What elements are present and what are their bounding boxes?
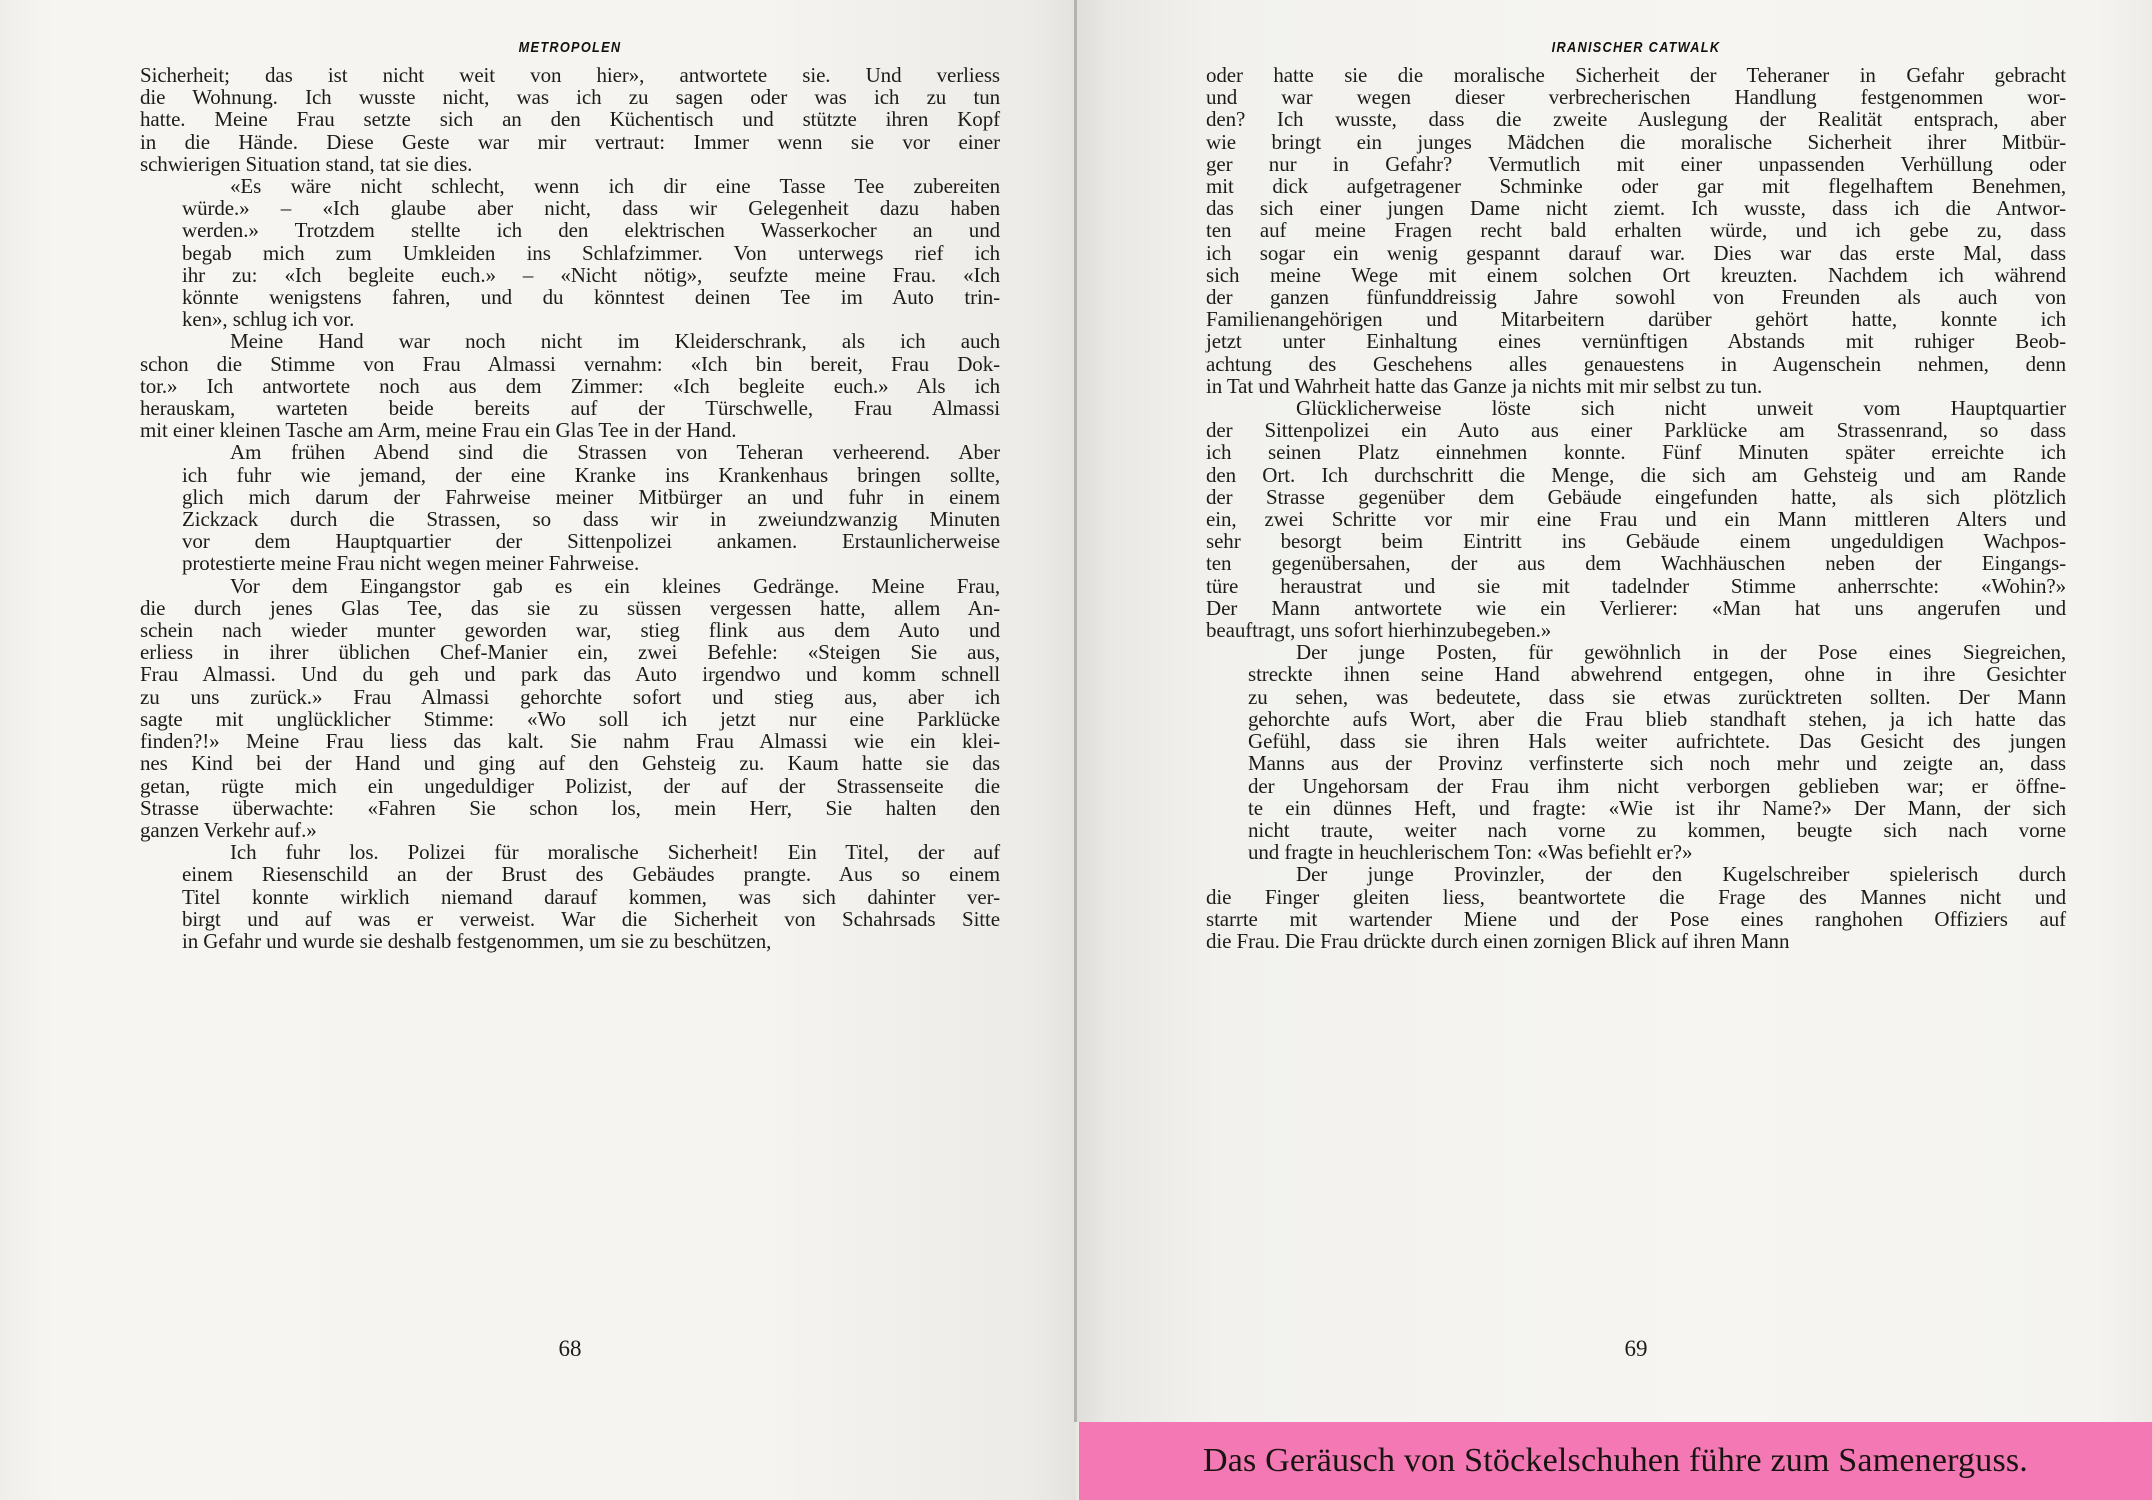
- text-line: streckte ihnen seine Hand abwehrend entgegen, ohne in ihre Gesichter: [1248, 662, 2066, 687]
- running-head-right: IRANISCHER CATWALK: [1551, 39, 1721, 56]
- text-line: jetzt unter Einhaltung eines vernünftigen Abstands mit ruhiger Beob-: [1206, 329, 2066, 354]
- text-line: die Wohnung. Ich wusste nicht, was ich zu sagen oder was ich zu tun: [140, 85, 1000, 110]
- text-line: oder hatte sie die moralische Sicherheit der Teheraner in Gefahr gebracht: [1206, 63, 2066, 87]
- text-line: in Gefahr und wurde sie deshalb festgenommen, um sie zu beschützen,: [182, 928, 772, 953]
- text-line: und war wegen dieser verbrecherischen Handlung festgenommen wor-: [1206, 85, 2066, 110]
- paragraph: [140, 575, 1000, 841]
- text-line: ken», schlug ich vor.: [182, 307, 355, 332]
- text-line: das sich einer jungen Dame nicht ziemt. Ich wusste, dass ich die Antwor-: [1206, 196, 2066, 221]
- text-line: und fragte in heuchlerischem Ton: «Was befiehlt er?»: [1248, 840, 1693, 865]
- text-line: ein, zwei Schritte vor mir eine Frau und ein Mann mittleren Alters und: [1206, 507, 2066, 532]
- paragraph: [1206, 397, 2066, 641]
- text-line: nes Kind bei der Hand und ging auf den Gehsteig zu. Kaum hatte sie das: [140, 751, 1000, 776]
- text-line: die Frau. Die Frau drückte durch einen zornigen Blick auf ihren Mann: [1206, 928, 1790, 953]
- text-line: ten auf meine Fragen recht bald erhalten würde, und ich gebe zu, dass: [1206, 218, 2066, 243]
- text-line: sehr besorgt beim Eintritt ins Gebäude einem ungeduldigen Wachpos-: [1206, 529, 2066, 554]
- text-line: Manns aus der Provinz verfinsterte sich noch mehr und zeigte an, dass: [1248, 751, 2066, 776]
- page-number-right: 69: [1624, 1336, 1648, 1361]
- text-line: den Ort. Ich durchschritt die Menge, die sich am Gehsteig und am Rande: [1206, 462, 2066, 487]
- text-line: hatte. Meine Frau setzte sich an den Küchentisch und stützte ihren Kopf: [140, 107, 1000, 132]
- text-line: schon die Stimme von Frau Almassi vernahm: «Ich bin bereit, Frau Dok-: [140, 351, 1000, 376]
- paragraph: [140, 64, 1000, 175]
- text-line: Familienangehörigen und Mitarbeitern darüber gehört hatte, konnte ich: [1206, 307, 2066, 332]
- paragraph: [182, 441, 1000, 574]
- text-line: der Strasse gegenüber dem Gebäude eingefunden hatte, als sich plötzlich: [1206, 484, 2066, 509]
- text-line: Titel konnte wirklich niemand darauf kommen, was sich dahinter ver-: [182, 884, 1000, 909]
- text-line: ich sogar ein wenig gespannt darauf war. Dies war das erste Mal, dass: [1206, 240, 2066, 265]
- text-line: ich fuhr wie jemand, der eine Kranke ins Krankenhaus bringen sollte,: [182, 462, 1000, 487]
- text-line: erliess in ihrer üblichen Chef-Manier ein, zwei Befehle: «Steigen Sie aus,: [140, 640, 1000, 665]
- text-line: mit einer kleinen Tasche am Arm, meine Frau ein Glas Tee in der Hand.: [140, 418, 737, 443]
- text-line: nicht traute, weiter nach vorne zu kommen, beugte sich nach vorne: [1248, 817, 2066, 842]
- text-line: Frau Almassi. Und du geh und park das Auto irgendwo und komm schnell: [140, 662, 1000, 687]
- paragraph: [182, 175, 1000, 330]
- text-line: die Finger gleiten liess, beantwortete die Frage des Mannes nicht und: [1206, 884, 2066, 909]
- text-line: begab mich zum Umkleiden ins Schlafzimmer. Von unterwegs rief ich: [182, 240, 1000, 265]
- page-right: [1076, 0, 2152, 1500]
- caption-banner: [1076, 1422, 2152, 1500]
- text-line: beauftragt, uns sofort hierhinzubegeben.»: [1206, 618, 1552, 643]
- text-line: Der junge Provinzler, der den Kugelschreiber spielerisch durch: [1296, 862, 2066, 887]
- caption-banner-text: Das Geräusch von Stöckelschuhen führe zum Samenerguss.: [1202, 1442, 2029, 1479]
- text-line: ger nur in Gefahr? Vermutlich mit einer unpassenden Verhüllung oder: [1206, 151, 2066, 176]
- text-line: te ein dünnes Heft, und fragte: «Wie ist ihr Name?» Der Mann, der sich: [1248, 795, 2066, 820]
- text-line: wie bringt ein junges Mädchen die moralische Sicherheit ihrer Mitbür-: [1206, 129, 2066, 154]
- text-line: in Tat und Wahrheit hatte das Ganze ja nichts mit mir selbst zu tun.: [1206, 373, 1763, 398]
- paragraph: [182, 841, 1000, 952]
- text-line: Glücklicherweise löste sich nicht unweit vom Hauptquartier: [1296, 396, 2066, 421]
- text-line: ihr zu: «Ich begleite euch.» – «Nicht nötig», seufzte meine Frau. «Ich: [182, 262, 1000, 287]
- text-line: mit dick aufgetragener Schminke oder gar mit flegelhaftem Benehmen,: [1206, 174, 2066, 199]
- text-line: getan, rügte mich ein ungeduldiger Polizist, der auf der Strassenseite die: [140, 773, 1000, 798]
- text-line: ich seinen Platz einnehmen konnte. Fünf Minuten später erreichte ich: [1206, 440, 2066, 465]
- text-line: schein nach wieder munter geworden war, stieg flink aus dem Auto und: [140, 618, 1000, 643]
- text-block-right: [1206, 64, 2066, 952]
- text-line: könnte wenigstens fahren, und du könntest deinen Tee im Auto trin-: [182, 285, 1000, 310]
- text-line: in die Hände. Diese Geste war mir vertraut: Immer wenn sie vor einer: [140, 129, 1000, 154]
- text-line: sagte mit unglücklicher Stimme: «Wo soll ich jetzt nur eine Parklücke: [140, 706, 1000, 731]
- text-line: Der Mann antwortete wie ein Verlierer: «Man hat uns angerufen und: [1206, 595, 2066, 620]
- text-line: die durch jenes Glas Tee, das sie zu süssen vergessen hatte, allem An-: [140, 595, 1000, 620]
- text-line: «Es wäre nicht schlecht, wenn ich dir eine Tasse Tee zubereiten: [230, 174, 1000, 199]
- text-line: Meine Hand war noch nicht im Kleiderschrank, als ich auch: [230, 329, 1000, 354]
- text-line: der ganzen fünfunddreissig Jahre sowohl von Freunden als auch von: [1206, 285, 2066, 310]
- text-line: der Ungehorsam der Frau ihm nicht verborgen geblieben war; er öffne-: [1248, 773, 2066, 798]
- text-line: ganzen Verkehr auf.»: [140, 817, 317, 842]
- text-line: Zickzack durch die Strassen, so dass wir in zweiundzwanzig Minuten: [182, 507, 1000, 532]
- page-number-left: 68: [558, 1336, 582, 1361]
- text-line: Ich fuhr los. Polizei für moralische Sicherheit! Ein Titel, der auf: [230, 840, 1000, 865]
- text-line: den? Ich wusste, dass die zweite Auslegung der Realität entsprach, aber: [1206, 107, 2066, 132]
- text-line: glich mich darum der Fahrweise meiner Mitbürger an und fuhr in einem: [182, 484, 1000, 509]
- paragraph: [1206, 64, 2066, 397]
- text-line: Strasse überwachte: «Fahren Sie schon los, mein Herr, Sie halten den: [140, 795, 1000, 820]
- text-line: vor dem Hauptquartier der Sittenpolizei ankamen. Erstaunlicherweise: [182, 529, 1000, 554]
- text-line: herauskam, warteten beide bereits auf der Türschwelle, Frau Almassi: [140, 396, 1000, 421]
- paragraph: [140, 330, 1000, 441]
- text-line: tor.» Ich antwortete noch aus dem Zimmer: «Ich begleite euch.» Als ich: [140, 373, 1000, 398]
- text-line: Am frühen Abend sind die Strassen von Teheran verheerend. Aber: [230, 440, 1000, 465]
- text-line: gehorchte aufs Wort, aber die Frau blieb standhaft stehen, ja ich hatte das: [1248, 706, 2066, 731]
- text-line: birgt und auf was er verweist. War die Sicherheit von Schahrsads Sitte: [182, 906, 1000, 931]
- page-gutter-line: [1074, 0, 1077, 1422]
- text-line: ten gegenübersahen, der aus dem Wachhäuschen neben der Eingangs-: [1206, 551, 2066, 576]
- text-line: achtung des Geschehens alles genauestens in Augenschein nehmen, denn: [1206, 351, 2066, 376]
- text-line: werden.» Trotzdem stellte ich den elektrischen Wasserkocher an und: [182, 218, 1000, 243]
- paragraph: [1206, 863, 2066, 952]
- text-line: würde.» – «Ich glaube aber nicht, dass wir Gelegenheit dazu haben: [182, 196, 1000, 221]
- text-line: zu uns zurück.» Frau Almassi gehorchte sofort und stieg aus, aber ich: [140, 684, 1000, 709]
- text-line: schwierigen Situation stand, tat sie dies.: [140, 151, 473, 176]
- text-line: protestierte meine Frau nicht wegen meiner Fahrweise.: [182, 551, 640, 576]
- running-head-left: METROPOLEN: [518, 39, 622, 56]
- text-line: zu sehen, was bedeutete, dass sie etwas zurücktreten sollten. Der Mann: [1248, 684, 2066, 709]
- text-line: starrte mit wartender Miene und der Pose eines ranghohen Offiziers auf: [1206, 906, 2066, 931]
- paragraph: [1248, 641, 2066, 863]
- text-line: türe heraustrat und sie mit tadelnder Stimme anherrschte: «Wohin?»: [1206, 573, 2066, 598]
- text-block-left: [140, 64, 1000, 952]
- text-line: einem Riesenschild an der Brust des Gebäudes prangte. Aus so einem: [182, 862, 1000, 887]
- text-line: Vor dem Eingangstor gab es ein kleines Gedränge. Meine Frau,: [230, 573, 1000, 598]
- text-line: Sicherheit; das ist nicht weit von hier», antwortete sie. Und verliess: [140, 63, 1000, 87]
- text-line: Der junge Posten, für gewöhnlich in der Pose eines Siegreichen,: [1296, 640, 2066, 665]
- text-line: finden?!» Meine Frau liess das kalt. Sie nahm Frau Almassi wie ein klei-: [140, 729, 1000, 754]
- text-line: sich meine Wege mit einem solchen Ort kreuzten. Nachdem ich während: [1206, 262, 2066, 287]
- text-line: der Sittenpolizei ein Auto aus einer Parklücke am Strassenrand, so dass: [1206, 418, 2066, 443]
- text-line: Gefühl, dass sie ihren Hals weiter aufrichtete. Das Gesicht des jungen: [1248, 729, 2066, 754]
